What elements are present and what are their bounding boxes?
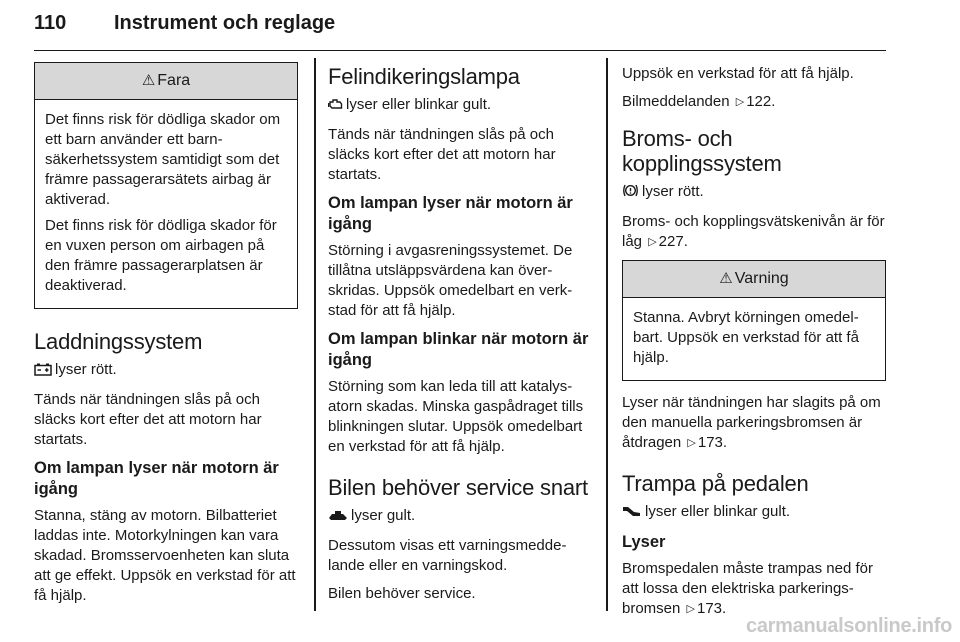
watermark: carmanualsonline.info xyxy=(746,615,952,637)
danger-box-header xyxy=(35,63,297,100)
danger-text-2: Det finns risk för dödliga skador för en vuxen person om airbagen på den främre passagerarplatsen är deaktiverad. xyxy=(45,217,277,294)
malfunction-subheading-1: Om lampan lyser när motorn är igång xyxy=(328,194,573,233)
brake-text-1: Broms- och kopplingsvätskenivån är för låg xyxy=(622,213,885,250)
battery-icon xyxy=(34,362,52,382)
malfunction-text-3: Störning som kan leda till att katalysatorn skadas. Minska gaspådraget tills blinkningen slutar. Uppsök omedelbart en verkstad för att få hjälp. xyxy=(328,378,584,455)
pedal-heading: Trampa på pedalen xyxy=(622,471,809,496)
service-heading: Bilen behöver service snart xyxy=(328,475,588,500)
service-status: lyser gult. xyxy=(351,507,416,524)
warning-triangle-icon: ⚠ xyxy=(719,270,733,287)
brake-status: lyser rött. xyxy=(642,183,704,200)
service-text-1: Dessutom visas ett varningsmeddelande eller en varningskod. xyxy=(328,537,567,574)
page-number: 110 xyxy=(34,12,67,34)
warning-triangle-icon: ⚠ xyxy=(141,72,156,89)
brake-heading: Broms- och kopplingssystem xyxy=(622,126,782,176)
column-1 xyxy=(34,62,298,614)
engine-icon xyxy=(328,97,343,117)
malfunction-text-1: Tänds när tändningen slås på och släcks kort efter det att motorn har startats. xyxy=(328,126,556,183)
charging-heading: Laddningssystem xyxy=(34,329,203,354)
brake-page-ref-2: 173. xyxy=(697,434,728,451)
warning-box-title: Varning xyxy=(734,270,789,287)
vehicle-messages-page: 122. xyxy=(746,93,776,110)
charging-text-1: Tänds när tändningen slås på och släcks kort efter det att motorn har startats. xyxy=(34,391,262,448)
workshop-text: Uppsök en verkstad för att få hjälp. xyxy=(622,65,854,82)
malfunction-heading: Felindikeringslampa xyxy=(328,64,520,89)
charging-status: lyser rött. xyxy=(55,361,117,378)
warning-box-header xyxy=(623,261,885,298)
danger-text-1: Det finns risk för dödliga skador om ett barn använder ett barnsäkerhetssystem samtidigt som det främre passagerarsätets airbag är aktiverad. xyxy=(45,111,281,208)
malfunction-text-2: Störning i avgasreningssystemet. De tillåtna utsläppsvärdena kan överskridas. Uppsök omedelbart en verkstad för att få hjälp. xyxy=(328,242,573,319)
vehicle-messages-ref: Bilmeddelanden xyxy=(622,93,730,110)
column-2 xyxy=(328,64,592,612)
charging-subheading: Om lampan lyser när motorn är igång xyxy=(34,459,279,498)
page-ref-icon: ▷ xyxy=(687,437,696,449)
wrench-car-icon xyxy=(328,508,348,528)
pedal-text: Bromspedalen måste trampas ned för att lossa den elektriska parkeringsbromsen xyxy=(622,560,873,617)
column-divider-1 xyxy=(314,58,316,611)
column-divider-2 xyxy=(606,58,608,611)
warning-box-text: Stanna. Avbryt körningen omedelbart. Uppsök en verkstad för att få hjälp. xyxy=(633,309,859,366)
pedal-page-ref: 173. xyxy=(697,600,727,617)
service-text-2: Bilen behöver service. xyxy=(328,585,476,602)
page-ref-icon: ▷ xyxy=(735,96,745,108)
brake-warning-icon xyxy=(622,183,639,204)
foot-pedal-icon xyxy=(622,504,642,524)
malfunction-status: lyser eller blinkar gult. xyxy=(346,96,492,113)
page-header xyxy=(34,0,886,51)
danger-box xyxy=(34,62,298,309)
column-3 xyxy=(622,64,886,627)
page-ref-icon: ▷ xyxy=(648,236,657,248)
brake-text-2: Lyser när tändningen har slagits på om den manuella parkeringsbromsen är åtdragen xyxy=(622,394,881,451)
charging-text-2: Stanna, stäng av motorn. Bilbatteriet laddas inte. Motorkylningen kan vara skadad. Bromsservoenheten kan sluta att ge effekt. Uppsök en verkstad för att få hjälp. xyxy=(34,507,296,604)
brake-page-ref-1: 227. xyxy=(658,233,688,250)
pedal-subheading: Lyser xyxy=(622,533,666,551)
section-title: Instrument och reglage xyxy=(114,12,336,34)
malfunction-subheading-2: Om lampan blinkar när motorn är igång xyxy=(328,330,589,369)
page-ref-icon: ▷ xyxy=(686,603,695,615)
pedal-status: lyser eller blinkar gult. xyxy=(645,503,791,520)
danger-box-title: Fara xyxy=(157,72,191,89)
warning-box xyxy=(622,260,886,381)
